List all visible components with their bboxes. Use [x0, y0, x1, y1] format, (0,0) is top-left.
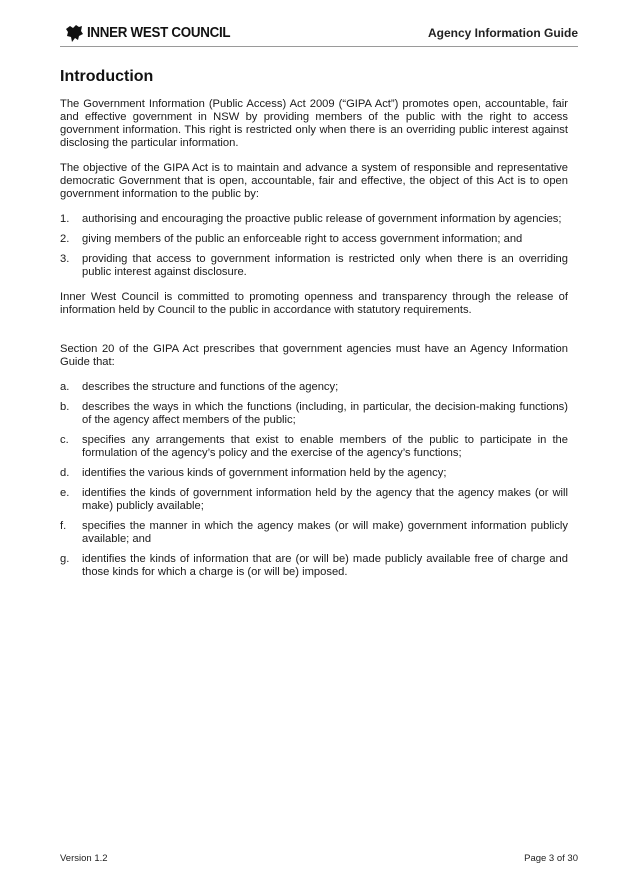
- objective-paragraph: The objective of the GIPA Act is to maintain and advance a system of responsible and representative democratic Government that is open, accountable, fair and effective, the object of this Act is to open government information to the public by:: [60, 162, 568, 200]
- commitment-paragraph: Inner West Council is committed to promoting openness and transparency through the release of information held by Council to the public in accordance with statutory requirements.: [60, 291, 568, 316]
- list-item-text: specifies the manner in which the agency makes (or will make) government information publicly available; and: [82, 520, 568, 545]
- list-marker: f.: [60, 520, 67, 532]
- list-item-text: describes the ways in which the functions (including, in particular, the decision-making functions) of the agency affect members of the public;: [82, 401, 568, 426]
- list-marker: c.: [60, 434, 69, 446]
- document-title: Agency Information Guide: [427, 26, 578, 40]
- logo-text: INNER WEST COUNCIL: [87, 25, 231, 41]
- list-item: [60, 520, 568, 546]
- list-item: [60, 233, 568, 246]
- section-20-paragraph: Section 20 of the GIPA Act prescribes that government agencies must have an Agency Information Guide that:: [60, 343, 568, 368]
- list-item-text: identifies the various kinds of government information held by the agency;: [82, 467, 447, 479]
- list-marker: e.: [60, 487, 70, 499]
- list-item: [60, 381, 568, 394]
- list-item: [60, 434, 568, 460]
- spacer: [60, 329, 568, 343]
- page-number: Page 3 of 30: [524, 853, 578, 864]
- numbered-list: [60, 213, 568, 279]
- list-item: [60, 553, 568, 579]
- list-item-text: identifies the kinds of information that are (or will be) made publicly available free of charge and those kinds for which a charge is (or will be) imposed.: [82, 553, 568, 578]
- list-marker: 3.: [60, 253, 70, 265]
- page-header: [60, 20, 578, 47]
- page-content: [60, 68, 568, 591]
- version-label: Version 1.2: [60, 853, 108, 864]
- intro-paragraph: The Government Information (Public Access) Act 2009 (“GIPA Act”) promotes open, accountable, fair and effective government in NSW by providing members of the public with the right to access government information. This right is restricted only when there is an overriding public interest against disclosing the particular information.: [60, 98, 568, 149]
- list-item: [60, 401, 568, 427]
- list-marker: d.: [60, 467, 70, 479]
- list-item-text: giving members of the public an enforceable right to access government information; and: [82, 233, 523, 245]
- map-silhouette-icon: [64, 23, 84, 43]
- list-item: [60, 213, 568, 226]
- list-marker: g.: [60, 553, 70, 565]
- list-item-text: specifies any arrangements that exist to enable members of the public to participate in the formulation of the agency’s policy and the exercise of the agency’s functions;: [82, 434, 568, 459]
- lettered-list: [60, 381, 568, 579]
- list-item: [60, 467, 568, 480]
- list-marker: b.: [60, 401, 70, 413]
- list-marker: 2.: [60, 233, 70, 245]
- list-item-text: describes the structure and functions of the agency;: [82, 381, 339, 393]
- section-heading: Introduction: [60, 68, 154, 85]
- list-marker: a.: [60, 381, 70, 393]
- list-item: [60, 487, 568, 513]
- list-item-text: identifies the kinds of government information held by the agency that the agency makes (or will make) publicly available;: [82, 487, 568, 512]
- council-logo: [64, 22, 243, 44]
- page-footer: [60, 853, 578, 864]
- list-item-text: authorising and encouraging the proactive public release of government information by agencies;: [82, 213, 562, 225]
- list-item: [60, 253, 568, 279]
- list-item-text: providing that access to government information is restricted only when there is an overriding public interest against disclosure.: [82, 253, 568, 278]
- list-marker: 1.: [60, 213, 70, 225]
